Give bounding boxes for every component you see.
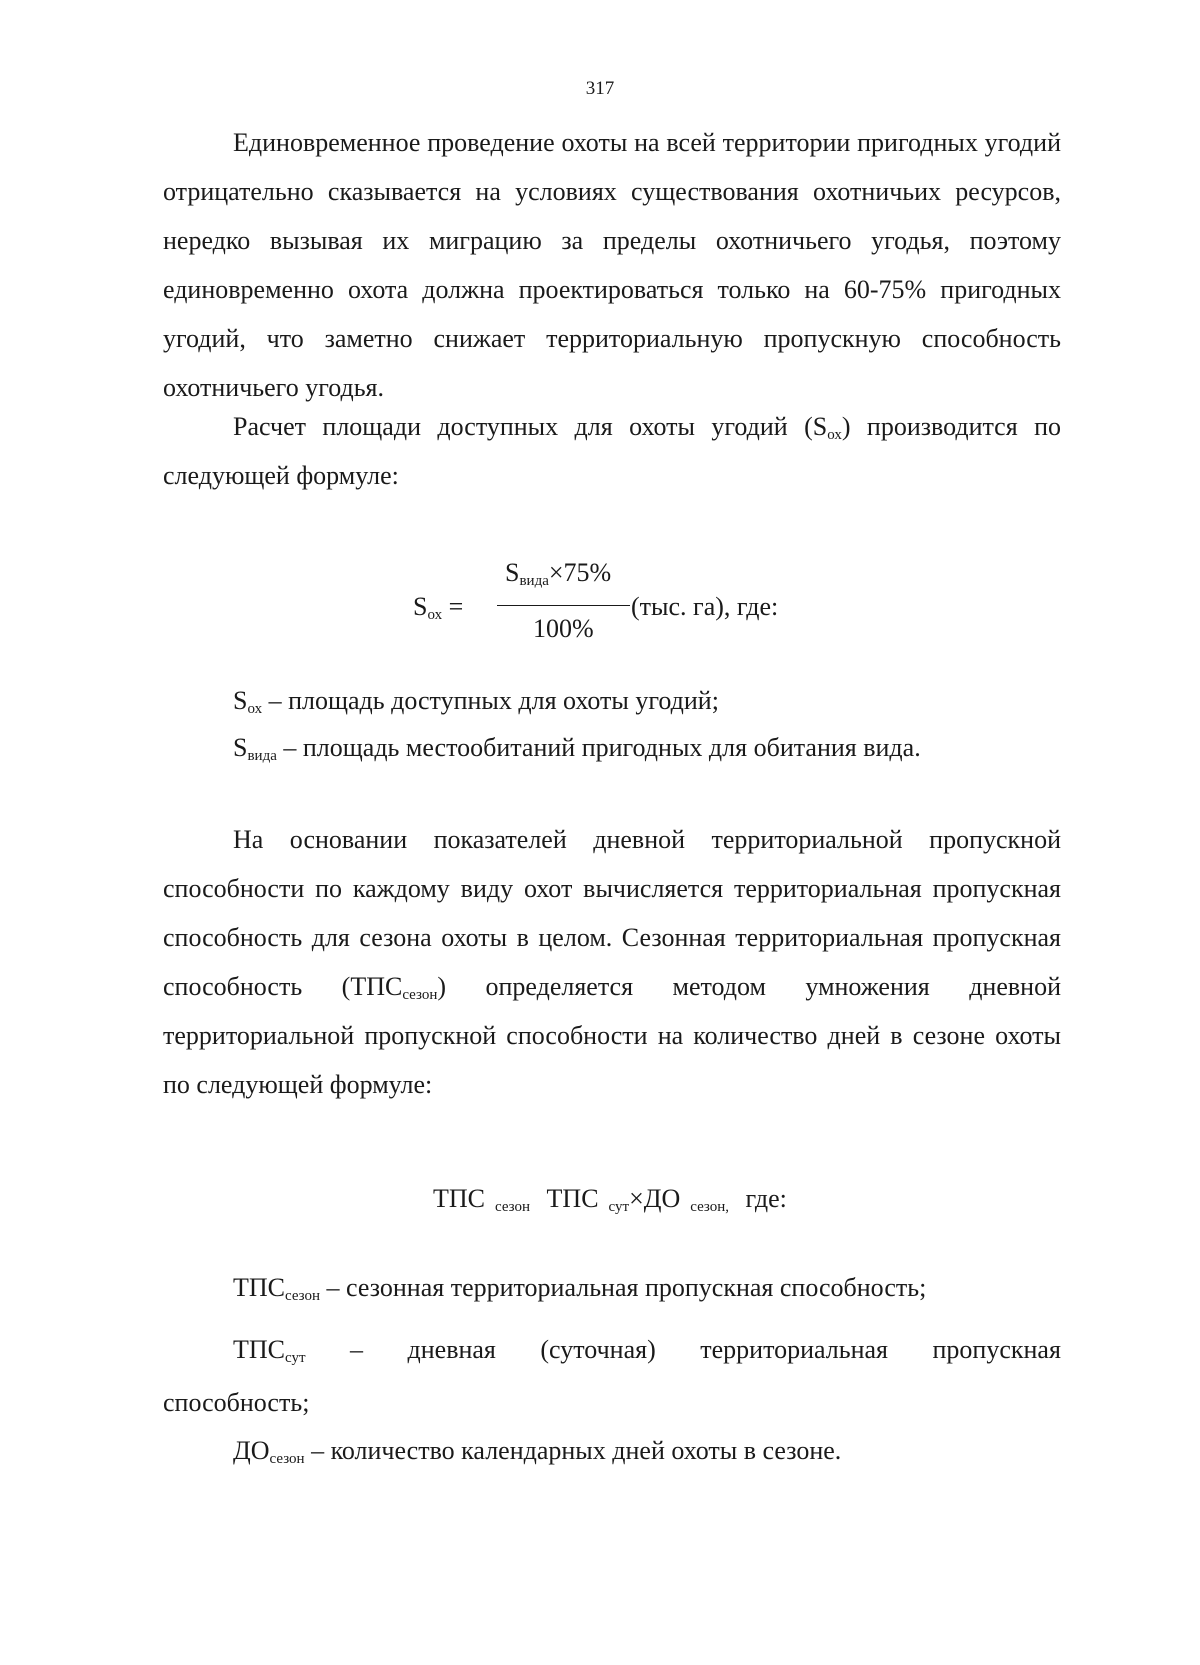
paragraph-2: Расчет площади доступных для охоты угодий $(S_{ох})$ производится по следующей формуле: [163, 412, 1061, 490]
formula-season-capacity: ТПС $_{сезон}$ ТПС $_{сут}$×ДО $_{сезон,}$ где: [433, 1184, 787, 1215]
paragraph-3: На основании показателей дневной территориальной пропускной способности по каждому виду охот вычисляется территориальная пропускная способность для сезона охоты в целом. Сезонная территориальная пропускная способность $(ТПС_{сезон})$ определяется методом умножения дневной территориальной пропускной способности на количество дней в сезоне охоты по следующей формуле: [163, 825, 1061, 1099]
definition-tps-day-continuation: способность; [163, 1388, 310, 1417]
definition-tps-day: $ТПС_{сут}$ – дневная (суточная) территориальная пропускная [233, 1335, 1061, 1366]
formula-numerator: $S_{вида}\times 75\%$ [505, 558, 612, 589]
formula-tail: (тыс. га), где: [631, 592, 779, 621]
fraction-bar [497, 605, 630, 606]
definition-s-oh: $S_{ох}$ – площадь доступных для охоты угодий; [233, 686, 719, 717]
definition-s-vida: $S_{вида}$ – площадь местообитаний пригодных для обитания вида. [233, 733, 921, 764]
paragraph-1: Единовременное проведение охоты на всей территории пригодных угодий отрицательно сказывается на условиях существования охотничьих ресурсов, нередко вызывая их миграцию за пределы охотничьего угодья, поэтому единовременно охота должна проектироваться только на 60-75% пригодных угодий, что заметно снижает территориальную пропускную способность охотничьего угодья. [163, 128, 1061, 402]
definition-do-season: $ДО_{сезон}$ – количество календарных дней охоты в сезоне. [233, 1436, 842, 1467]
definition-tps-season: $ТПС_{сезон}$ – сезонная территориальная пропускная способность; [233, 1273, 927, 1304]
formula-area-hunting [0, 556, 1200, 666]
page-number: 317 [585, 78, 615, 99]
formula-lhs: $S_{ох}$ = [413, 592, 464, 623]
formula-denominator: 100% [533, 614, 594, 643]
